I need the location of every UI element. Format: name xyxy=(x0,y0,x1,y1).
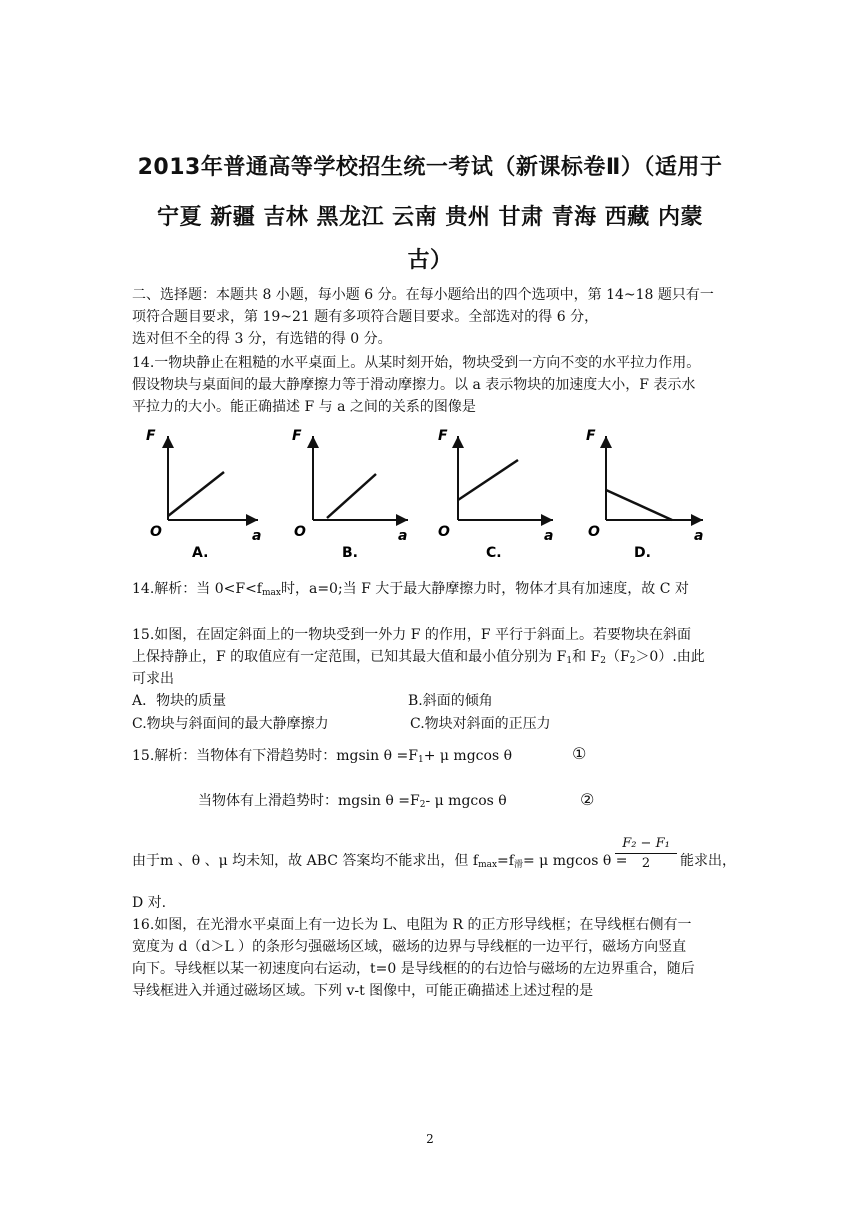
graph-a xyxy=(146,428,261,561)
q15-analysis-4: D 对. xyxy=(132,895,167,911)
section-instructions-2: 项符合题目要求，第 19~21 题有多项符合题目要求。全部选对的得 6 分， xyxy=(132,309,599,325)
q15-analysis-3: 由于m 、θ 、μ 均未知，故 ABC 答案均不能求出，但 $f_{max}=f_滑= \mu$ mgcos θ = xyxy=(132,853,628,870)
graph-c-xlabel: a xyxy=(544,528,554,544)
q16-stem-1: 16.如图，在光滑水平桌面上有一边长为 L、电阻为 R 的正方形导线框；在导线框右侧有一 xyxy=(132,917,692,933)
q14-stem-1: 14.一物块静止在粗糙的水平桌面上。从某时刻开始，物块受到一方向不变的水平拉力作用。 xyxy=(132,355,701,371)
graph-c-origin: O xyxy=(438,524,450,540)
graph-b-line xyxy=(327,474,376,518)
graph-a-origin: O xyxy=(150,524,162,540)
q15-option-d: C.物块对斜面的正压力 xyxy=(410,716,551,732)
equation-marker-2: ② xyxy=(580,790,595,809)
q15-analysis-3-end: 能求出， xyxy=(680,853,736,869)
graph-b xyxy=(292,428,408,561)
q15-analysis-2: 当物体有上滑趋势时：mgsin $\theta =F_2-$ μ mgcos θ xyxy=(198,793,507,810)
paper-title-line-1: 2013年普通高等学校招生统一考试（新课标卷Ⅱ）（适用于 xyxy=(137,155,723,180)
q15-stem-2: 上保持静止，F 的取值应有一定范围，已知其最大值和最小值分别为 $F_1$和 $F_2(F_2>0)$.由此 xyxy=(132,649,705,666)
graph-b-ylabel: F xyxy=(292,428,302,444)
q15-stem-3: 可求出 xyxy=(132,671,174,687)
graph-c-line xyxy=(458,460,518,500)
q15-stem-1: 15.如图，在固定斜面上的一物块受到一外力 F 的作用，F 平行于斜面上。若要物块在斜面 xyxy=(132,627,692,643)
q15-option-b: B.斜面的倾角 xyxy=(408,693,493,709)
graph-c-label: C. xyxy=(486,545,502,561)
graph-a-label: A. xyxy=(192,545,209,561)
graph-d-label: D. xyxy=(634,545,651,561)
graph-c xyxy=(438,428,553,561)
q14-analysis: 14.解析：当 $0<F<f_{max}$时，a=0;当 F 大于最大静摩擦力时，物体才具有加速度，故 C 对 xyxy=(132,581,689,598)
equation-marker-1: ① xyxy=(572,744,587,763)
q14-stem-3: 平拉力的大小。能正确描述 F 与 a 之间的关系的图像是 xyxy=(132,399,476,415)
fraction-numerator: F₂ − F₁ xyxy=(622,836,670,851)
graph-d-xlabel: a xyxy=(694,528,704,544)
q15-analysis-1: 15.解析：当物体有下滑趋势时：mgsin $\theta =F_1+ \mu$ mgcos θ xyxy=(132,748,513,765)
q15-option-c: C.物块与斜面间的最大静摩擦力 xyxy=(132,716,329,732)
q15-option-a: A．物块的质量 xyxy=(132,693,227,709)
graph-a-xlabel: a xyxy=(252,528,262,544)
graph-d-line xyxy=(606,490,672,520)
fraction-denominator: 2 xyxy=(641,856,651,871)
fraction-f2-minus-f1-over-2 xyxy=(615,836,677,871)
graph-b-origin: O xyxy=(294,524,306,540)
graph-a-ylabel: F xyxy=(146,428,156,444)
section-instructions-1: 二、选择题：本题共 8 小题，每小题 6 分。在每小题给出的四个选项中，第 14~18 题只有一 xyxy=(132,287,714,303)
graph-b-xlabel: a xyxy=(398,528,408,544)
q14-graph-options xyxy=(128,422,728,572)
graph-c-ylabel: F xyxy=(438,428,448,444)
paper-title-line-3: 古） xyxy=(407,248,453,273)
q14-stem-2: 假设物块与桌面间的最大静摩擦力等于滑动摩擦力。以 a 表示物块的加速度大小，F 表示水 xyxy=(132,377,696,393)
section-instructions-3: 选对但不全的得 3 分，有选错的得 0 分。 xyxy=(132,331,392,347)
q16-stem-4: 导线框进入并通过磁场区域。下列 v-t 图像中，可能正确描述上述过程的是 xyxy=(132,983,594,999)
graph-d-origin: O xyxy=(588,524,600,540)
graph-d-ylabel: F xyxy=(586,428,596,444)
graph-d xyxy=(586,428,703,561)
paper-title-line-2: 宁夏 新疆 吉林 黑龙江 云南 贵州 甘肃 青海 西藏 内蒙 xyxy=(157,205,703,230)
q16-stem-2: 宽度为 d（d＞L ）的条形匀强磁场区域，磁场的边界与导线框的一边平行，磁场方向竖直 xyxy=(132,939,687,955)
graph-a-line xyxy=(168,472,224,516)
q16-stem-3: 向下。导线框以某一初速度向右运动，t=0 是导线框的的右边恰与磁场的左边界重合，随后 xyxy=(132,961,695,977)
page-number: 2 xyxy=(426,1132,434,1146)
graph-b-label: B. xyxy=(342,545,358,561)
